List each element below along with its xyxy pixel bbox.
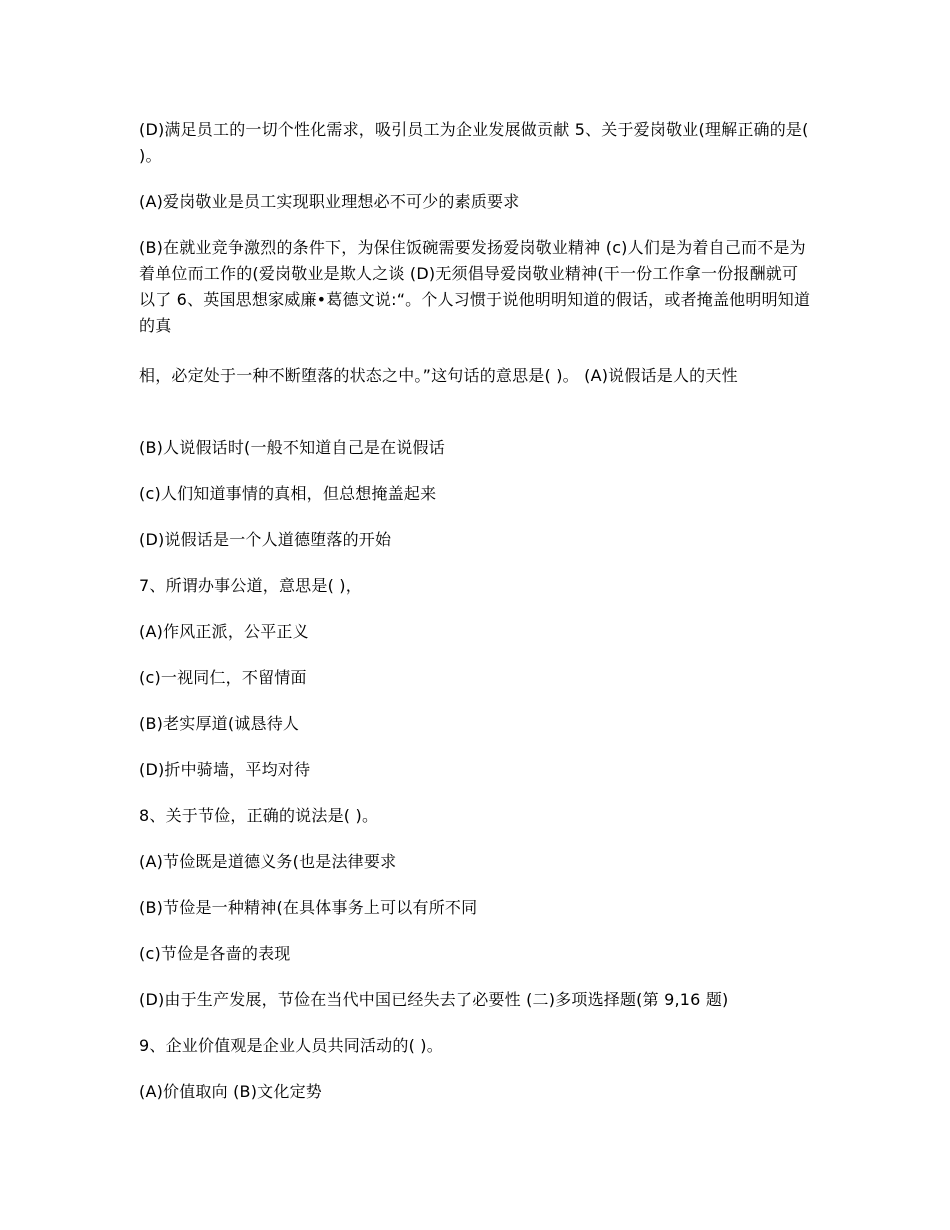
question-7-option-d: (D)折中骑墙，平均对待 [139, 760, 311, 779]
question-7-text: 7、所谓办事公道，意思是( )， [139, 576, 362, 595]
question-8-option-c: (c)节俭是各啬的表现 [139, 944, 291, 963]
question-8-text: 8、关于节俭，正确的说法是( )。 [139, 806, 379, 825]
question-7-option-b: (B)老实厚道(诚恳待人 [139, 714, 300, 733]
question-7-option-a: (A)作风正派，公平正义 [139, 622, 309, 641]
question-9-options-a-b: (A)价值取向 (B)文化定势 [139, 1082, 322, 1101]
question-5-6-text: (B)在就业竞争激烈的条件下，为保住饭碗需要发扬爱岗敬业精神 (c)人们是为着自己而不是为着单位而工作的(爱岗敬业是欺人之谈 (D)无须倡导爱岗敬业精神(干一份工作拿一份报酬就可以了 6、英国思想家威廉•葛德文说:“。个人习惯于说他明明知道的假话，或者掩盖他明明知道的真 [139, 238, 811, 335]
question-6-text-continued: 相，必定处于一种不断堕落的状态之中。”这句话的意思是( )。 (A)说假话是人的天性 [139, 366, 738, 385]
question-5-option-a: (A)爱岗敬业是员工实现职业理想必不可少的素质要求 [139, 192, 520, 211]
question-6-option-b: (B)人说假话时(一般不知道自己是在说假话 [139, 438, 445, 457]
question-7-option-c: (c)一视同仁，不留情面 [139, 668, 307, 687]
question-5-text: (D)满足员工的一切个性化需求，吸引员工为企业发展做贡献 5、关于爱岗敬业(理解正确的是( )。 [139, 120, 809, 165]
question-6-option-c: (c)人们知道事情的真相，但总想掩盖起来 [139, 484, 437, 503]
question-8-option-b: (B)节俭是一种精神(在具体事务上可以有所不同 [139, 898, 478, 917]
question-6-option-d: (D)说假话是一个人道德堕落的开始 [139, 530, 392, 549]
question-8-option-a: (A)节俭既是道德义务(也是法律要求 [139, 852, 397, 871]
question-8-option-d-and-section-heading: (D)由于生产发展，节俭在当代中国已经失去了必要性 (二)多项选择题(第 9,16 题) [139, 990, 729, 1009]
question-9-text: 9、企业价值观是企业人员共同活动的( )。 [139, 1036, 443, 1055]
